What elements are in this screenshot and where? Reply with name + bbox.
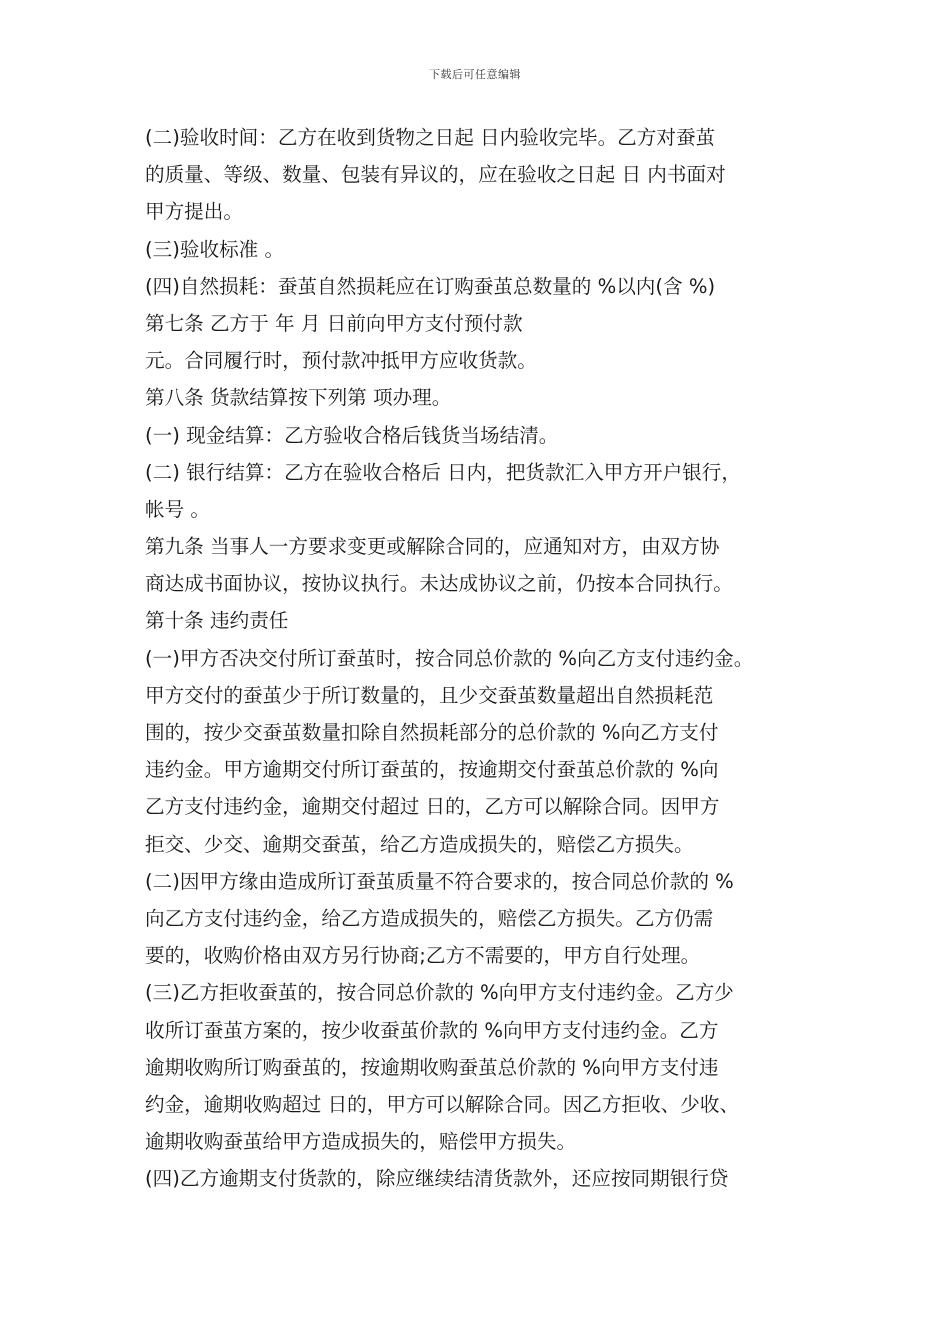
text-line: 拒交、少交、逾期交蚕茧，给乙方造成损失的，赔偿乙方损失。 <box>145 832 694 856</box>
text-line: 帐号 。 <box>145 497 211 521</box>
text-line: 甲方提出。 <box>145 200 243 224</box>
text-line: (四)自然损耗：蚕茧自然损耗应在订购蚕茧总数量的 %以内(含 %) <box>145 274 716 298</box>
text-line: 约金，逾期收购超过 日的，甲方可以解除合同。因乙方拒收、少收、 <box>145 1092 740 1116</box>
text-line: (三)乙方拒收蚕茧的，按合同总价款的 %向甲方支付违约金。乙方少 <box>145 981 734 1005</box>
text-line: 第九条 当事人一方要求变更或解除合同的，应通知对方，由双方协 <box>145 535 720 559</box>
text-line: (二)因甲方缘由造成所订蚕茧质量不符合要求的，按合同总价款的 % <box>145 869 734 893</box>
text-line: (四)乙方逾期支付货款的，除应继续结清货款外，还应按同期银行贷 <box>145 1167 729 1191</box>
text-line: 逾期收购蚕茧给甲方造成损失的，赔偿甲方损失。 <box>145 1130 577 1154</box>
text-line: 乙方支付违约金，逾期交付超过 日的，乙方可以解除合同。因甲方 <box>145 795 720 819</box>
text-line: 第七条 乙方于 年 月 日前向甲方支付预付款 <box>145 311 523 335</box>
text-line: (一) 现金结算：乙方验收合格后钱货当场结清。 <box>145 423 559 447</box>
text-line: 要的，收购价格由双方另行协商;乙方不需要的，甲方自行处理。 <box>145 944 701 968</box>
text-line: 围的，按少交蚕茧数量扣除自然损耗部分的总价款的 %向乙方支付 <box>145 721 719 744</box>
text-line: 向乙方支付违约金，给乙方造成损失的，赔偿乙方损失。乙方仍需 <box>145 906 714 930</box>
text-line: (一)甲方否决交付所订蚕茧时，按合同总价款的 %向乙方支付违约金。 <box>145 646 754 670</box>
page-header: 下载后可任意编辑 <box>429 68 521 81</box>
text-line: 商达成书面协议，按协议执行。未达成协议之前，仍按本合同执行。 <box>145 572 733 596</box>
text-line: 违约金。甲方逾期交付所订蚕茧的，按逾期交付蚕茧总价款的 %向 <box>145 758 719 782</box>
text-line: (三)验收标准 。 <box>145 237 285 261</box>
text-line: 逾期收购所订购蚕茧的，按逾期收购蚕茧总价款的 %向甲方支付违 <box>145 1055 719 1079</box>
text-line: (二) 银行结算：乙方在验收合格后 日内，把货款汇入甲方开户银行， <box>145 460 741 484</box>
text-line: 甲方交付的蚕茧少于所订数量的，且少交蚕茧数量超出自然损耗范 <box>145 683 714 707</box>
text-line: 的质量、等级、数量、包装有异议的，应在验收之日起 日 内书面对 <box>145 163 726 187</box>
text-line: 元。合同履行时，预付款冲抵甲方应收货款。 <box>145 349 537 373</box>
text-line: 收所订蚕茧方案的，按少收蚕茧价款的 %向甲方支付违约金。乙方 <box>145 1018 719 1042</box>
text-line: (二)验收时间：乙方在收到货物之日起 日内验收完毕。乙方对蚕茧 <box>145 126 716 149</box>
document-body <box>145 119 825 1197</box>
text-line: 第八条 货款结算按下列第 项办理。 <box>145 386 452 410</box>
text-line: 第十条 违约责任 <box>145 609 289 633</box>
